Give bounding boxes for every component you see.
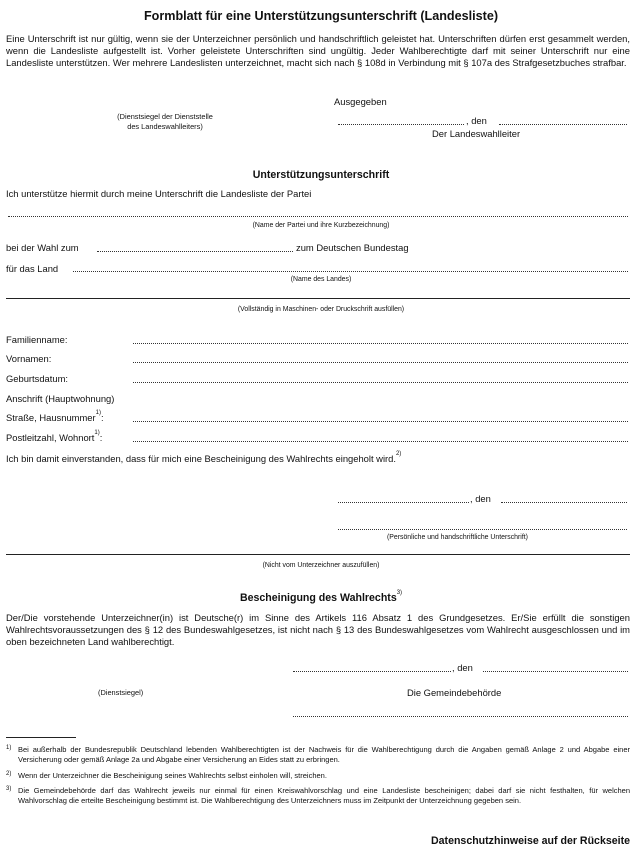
footnote-1-text: Bei außerhalb der Bundesrepublik Deutschland lebenden Wahlberechtigten ist der Nachweis für die Wahlberechtigung durch die Angaben gemäß Anlage 2 und Abgabe einer Versicherung oder gemäß Anlage 2a und Abgabe einer Versicherung an Eides statt zu erbringen. bbox=[18, 745, 630, 764]
back-side-note: Datenschutzhinweise auf der Rückseite bbox=[431, 835, 630, 847]
certificate-text: Der/Die vorstehende Unterzeichner(in) ist Deutsche(r) im Sinne des Artikels 116 Absatz 1 des Grundgesetzes. Er/Sie erfüllt die sonstigen Wahlrechtsvoraussetzungen des § 12 des Bundeswahlgesetzes, ist nicht nach § 13 des Bundeswahlgesetzes vom Wahlrecht ausgeschlossen und im oben bezeichneten Land wahlberechtigt. bbox=[6, 612, 630, 648]
election-prefix: bei der Wahl zum bbox=[6, 242, 79, 253]
footnote-1-num: 1) bbox=[6, 745, 12, 751]
footnote-3-text: Die Gemeindebehörde darf das Wahlrecht jeweils nur einmal für einen Kreiswahlvorschlag und eine Landesliste bescheinigen; dabei darf sie nicht festhalten, für welchen Wahlvorschlag die erteilte Bescheinigung bestimmt ist. Die Wahlberechtigung des Unterzeichners muss im Zeitpunkt der Unterzeichnung gegeben sein. bbox=[18, 786, 630, 805]
not-signer-note: (Nicht vom Unterzeichner auszufüllen) bbox=[262, 562, 380, 569]
signer-place-field[interactable] bbox=[338, 502, 469, 503]
postal-label-text: Postleitzahl, Wohnort bbox=[6, 432, 95, 443]
certificate-heading-text: Bescheinigung des Wahlrechts bbox=[239, 592, 397, 604]
footnote-2 bbox=[6, 771, 630, 781]
authority-place-field[interactable] bbox=[293, 671, 451, 672]
state-caption: (Name des Landes) bbox=[290, 276, 352, 283]
firstnames-field[interactable] bbox=[133, 362, 628, 363]
footnote-2-num: 2) bbox=[6, 771, 12, 777]
surname-field[interactable] bbox=[133, 343, 628, 344]
support-statement: Ich unterstütze hiermit durch meine Unterschrift die Landesliste der Partei bbox=[6, 188, 312, 199]
street-label bbox=[6, 412, 104, 423]
state-prefix: für das Land bbox=[6, 263, 59, 274]
footnote-ref-2: 2) bbox=[395, 451, 402, 457]
footnote-2-text: Wenn der Unterzeichner die Bescheinigung seines Wahlrechts selbst einholen will, streichen. bbox=[18, 771, 327, 780]
divider-1 bbox=[6, 298, 630, 299]
issuer-seal-line2: des Landeswahlleiters) bbox=[127, 122, 203, 131]
footnote-rule bbox=[6, 737, 76, 738]
postal-colon: : bbox=[99, 432, 103, 443]
signer-den-label: , den bbox=[470, 493, 491, 504]
authority-label: Die Gemeindebehörde bbox=[407, 687, 502, 698]
consent-text bbox=[6, 453, 401, 464]
street-field[interactable] bbox=[133, 421, 628, 422]
consent-text-body: Ich bin damit einverstanden, dass für mich eine Bescheinigung des Wahlrechts eingeholt wird. bbox=[6, 453, 396, 464]
issuer-seal-line1: (Dienstsiegel der Dienststelle bbox=[117, 112, 213, 121]
issued-den-label: , den bbox=[466, 115, 487, 126]
postal-field[interactable] bbox=[133, 441, 628, 442]
birthdate-field[interactable] bbox=[133, 382, 628, 383]
authority-date-field[interactable] bbox=[483, 671, 628, 672]
issued-label: Ausgegeben bbox=[334, 96, 387, 107]
footnote-3 bbox=[6, 786, 630, 806]
fill-note: (Vollständig in Maschinen- oder Druckschrift ausfüllen) bbox=[237, 306, 405, 313]
postal-label bbox=[6, 432, 102, 443]
issued-signer-label: Der Landeswahlleiter bbox=[432, 128, 521, 139]
party-name-field[interactable] bbox=[8, 216, 628, 217]
issued-place-field[interactable] bbox=[338, 124, 464, 125]
issued-date-field[interactable] bbox=[499, 124, 627, 125]
authority-signature-field[interactable] bbox=[293, 716, 628, 717]
issuer-seal-caption bbox=[80, 112, 250, 132]
support-heading: Unterstützungsunterschrift bbox=[252, 169, 390, 181]
certificate-heading bbox=[0, 592, 642, 604]
signature-field[interactable] bbox=[338, 529, 627, 530]
party-caption: (Name der Partei und ihre Kurzbezeichnung) bbox=[252, 222, 390, 229]
divider-2 bbox=[6, 554, 630, 555]
address-label: Anschrift (Hauptwohnung) bbox=[6, 393, 115, 404]
signer-date-field[interactable] bbox=[501, 502, 627, 503]
street-colon: : bbox=[100, 412, 104, 423]
authority-den-label: , den bbox=[452, 662, 473, 673]
footnote-3-num: 3) bbox=[6, 786, 12, 792]
footnote-ref-1b: 1) bbox=[94, 430, 100, 436]
intro-paragraph: Eine Unterschrift ist nur gültig, wenn sie der Unterzeichner persönlich und handschriftlich geleistet hat. Unterschriften dürfen erst gesammelt werden, wenn die Landesliste aufgestellt ist. Vorher geleistete Unterschriften sind ungültig. Jeder Wahlberechtigte darf mit seiner Unterschrift nur eine Landesliste unterstützen. Wer mehrere Landeslisten unterzeichnet, macht sich nach § 108d in Verbindung mit § 107a des Strafgesetzbuches strafbar. bbox=[6, 33, 630, 69]
authority-seal-caption: (Dienstsiegel) bbox=[98, 688, 144, 697]
election-suffix: zum Deutschen Bundestag bbox=[296, 242, 409, 253]
street-label-text: Straße, Hausnummer bbox=[6, 412, 96, 423]
footnote-1 bbox=[6, 745, 630, 765]
firstnames-label: Vornamen: bbox=[6, 353, 52, 364]
surname-label: Familienname: bbox=[6, 334, 68, 345]
footnote-ref-3: 3) bbox=[396, 590, 403, 596]
state-field[interactable] bbox=[73, 271, 628, 272]
birthdate-label: Geburtsdatum: bbox=[6, 373, 69, 384]
footnote-ref-1: 1) bbox=[95, 410, 101, 416]
signature-caption: (Persönliche und handschriftliche Unterschrift) bbox=[387, 534, 528, 541]
page-title: Formblatt für eine Unterstützungsunterschrift (Landesliste) bbox=[143, 9, 499, 23]
election-field[interactable] bbox=[97, 251, 293, 252]
